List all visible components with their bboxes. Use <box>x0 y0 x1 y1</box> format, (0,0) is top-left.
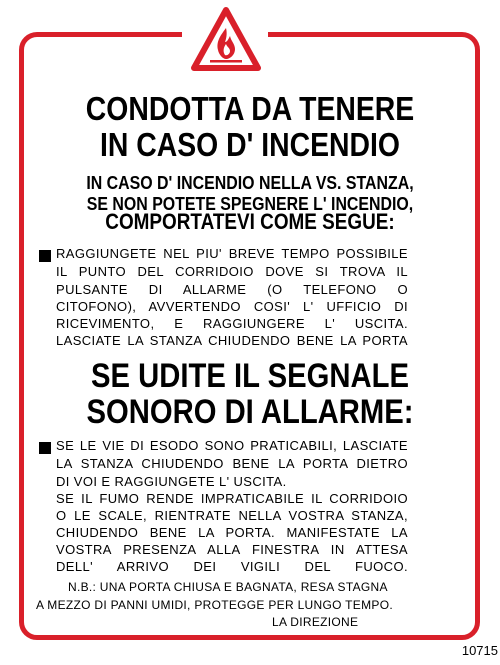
paragraph2-line: DI VOI E RAGGIUNGETE L' USCITA. <box>56 474 287 489</box>
bullet-square <box>39 442 51 454</box>
title-line-1: CONDOTTA DA TENERE <box>85 90 415 127</box>
paragraph1-line: PULSANTE DI ALLARME (O TELEFONO O <box>56 282 408 297</box>
paragraph2-line: SE IL FUMO RENDE IMPRATICABILE IL CORRIDOIO <box>56 491 408 506</box>
paragraph1-line: RAGGIUNGETE NEL PIU' BREVE TEMPO POSSIBILE <box>56 246 408 261</box>
fire-warning-icon <box>190 6 262 78</box>
heading2-line-2: SONORO DI ALLARME: <box>86 393 414 431</box>
subheading-line-3: COMPORTATEVI COME SEGUE: <box>105 209 395 234</box>
paragraph2-line: CHIUDENDO BENE LA PORTA. MANIFESTATE LA <box>56 525 408 540</box>
paragraph2-line: SE LE VIE DI ESODO SONO PRATICABILI, LASCIATE <box>56 438 408 453</box>
paragraph1-line: IL PUNTO DEL CORRIDOIO DOVE SI TROVA IL <box>56 264 408 279</box>
signature: LA DIREZIONE <box>272 615 359 629</box>
paragraph1-line: RICEVIMENTO, E RAGGIUNGERE L' USCITA. <box>56 316 408 331</box>
bullet-square <box>39 250 51 262</box>
heading2-line-1: SE UDITE IL SEGNALE <box>91 357 409 395</box>
paragraph2-line: O LE SCALE, RIENTRATE NELLA VOSTRA STANZA, <box>56 508 408 523</box>
note-line-1: N.B.: UNA PORTA CHIUSA E BAGNATA, RESA STAGNA <box>68 580 388 594</box>
subheading-line-1: IN CASO D' INCENDIO NELLA VS. STANZA, <box>86 172 414 193</box>
note-line-2: A MEZZO DI PANNI UMIDI, PROTEGGE PER LUNGO TEMPO. <box>36 598 393 612</box>
paragraph2-line: VOSTRA PRESENZA ALLA FINESTRA IN ATTESA <box>56 542 408 557</box>
title-line-2: IN CASO D' INCENDIO <box>99 126 401 163</box>
subheading-line-2: SE NON POTETE SPEGNERE L' INCENDIO, <box>86 193 414 214</box>
paragraph1-line: LASCIATE LA STANZA CHIUDENDO BENE LA PORTA <box>56 333 408 348</box>
paragraph1-line: CITOFONO), AVVERTENDO COSI' L' UFFICIO DI <box>56 299 408 314</box>
product-code: 10715 <box>461 643 498 658</box>
paragraph2-line: LA STANZA CHIUDENDO BENE LA PORTA DIETRO <box>56 456 408 471</box>
paragraph2-line: DELL' ARRIVO DEI VIGILI DEL FUOCO. <box>56 559 408 574</box>
